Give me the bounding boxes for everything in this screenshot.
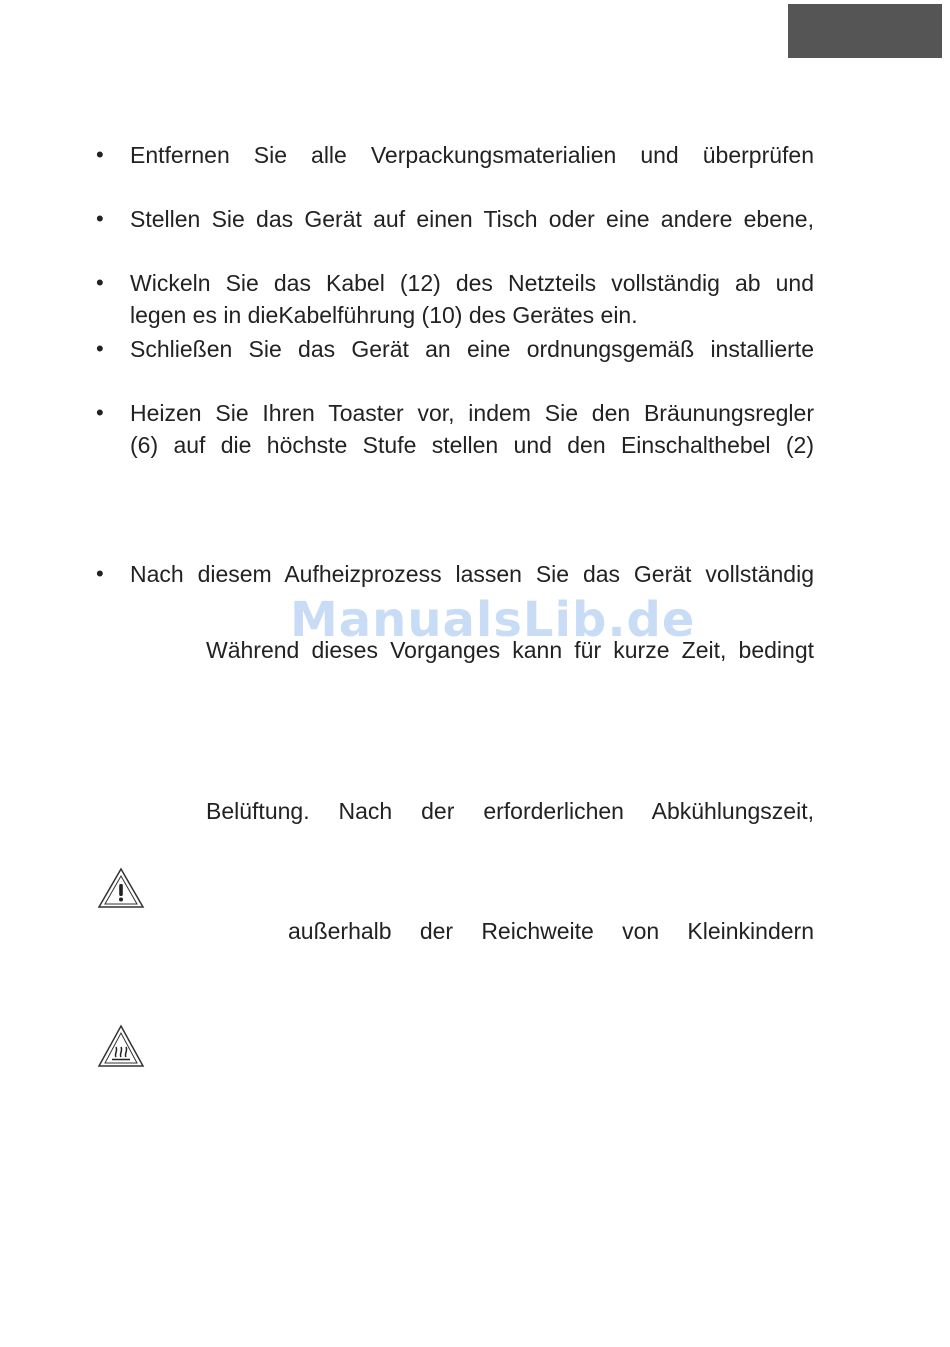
text-line-highest-level: (6) auf die höchste Stufe stellen und den Einschalthebel (2) xyxy=(130,432,814,458)
bullet: • xyxy=(96,206,104,231)
text-line-connect-device: Schließen Sie das Gerät an eine ordnungsgemäß installierte xyxy=(130,336,814,362)
bullet: • xyxy=(96,561,104,586)
text-line-ventilation: Belüftung. Nach der erforderlichen Abkühlungszeit, xyxy=(206,798,814,824)
text-line-out-of-reach: außerhalb der Reichweite von Kleinkindern xyxy=(288,918,814,944)
text-line-place-device: Stellen Sie das Gerät auf einen Tisch oder eine andere ebene, xyxy=(130,206,814,232)
bullet: • xyxy=(96,142,104,167)
text-line-during-process: Während dieses Vorganges kann für kurze Zeit, bedingt xyxy=(206,637,814,663)
text-line-preheat-toaster: Heizen Sie Ihren Toaster vor, indem Sie den Bräunungsregler xyxy=(130,400,814,426)
warning-triangle-icon xyxy=(97,867,145,909)
text-line-after-heating: Nach diesem Aufheizprozess lassen Sie das Gerät vollständig xyxy=(130,561,814,587)
bullet: • xyxy=(96,400,104,425)
text-line-cable-guide: legen es in dieKabelführung (10) des Gerätes ein. xyxy=(130,302,638,328)
page-section-tab xyxy=(788,4,942,58)
text-line-unwind-cable: Wickeln Sie das Kabel (12) des Netzteils vollständig ab und xyxy=(130,270,814,296)
bullet: • xyxy=(96,270,104,295)
text-line-remove-packaging: Entfernen Sie alle Verpackungsmaterialien und überprüfen xyxy=(130,142,814,168)
bullet: • xyxy=(96,336,104,361)
watermark: ManualsLib.de xyxy=(290,592,696,648)
hot-surface-icon xyxy=(97,1024,145,1068)
